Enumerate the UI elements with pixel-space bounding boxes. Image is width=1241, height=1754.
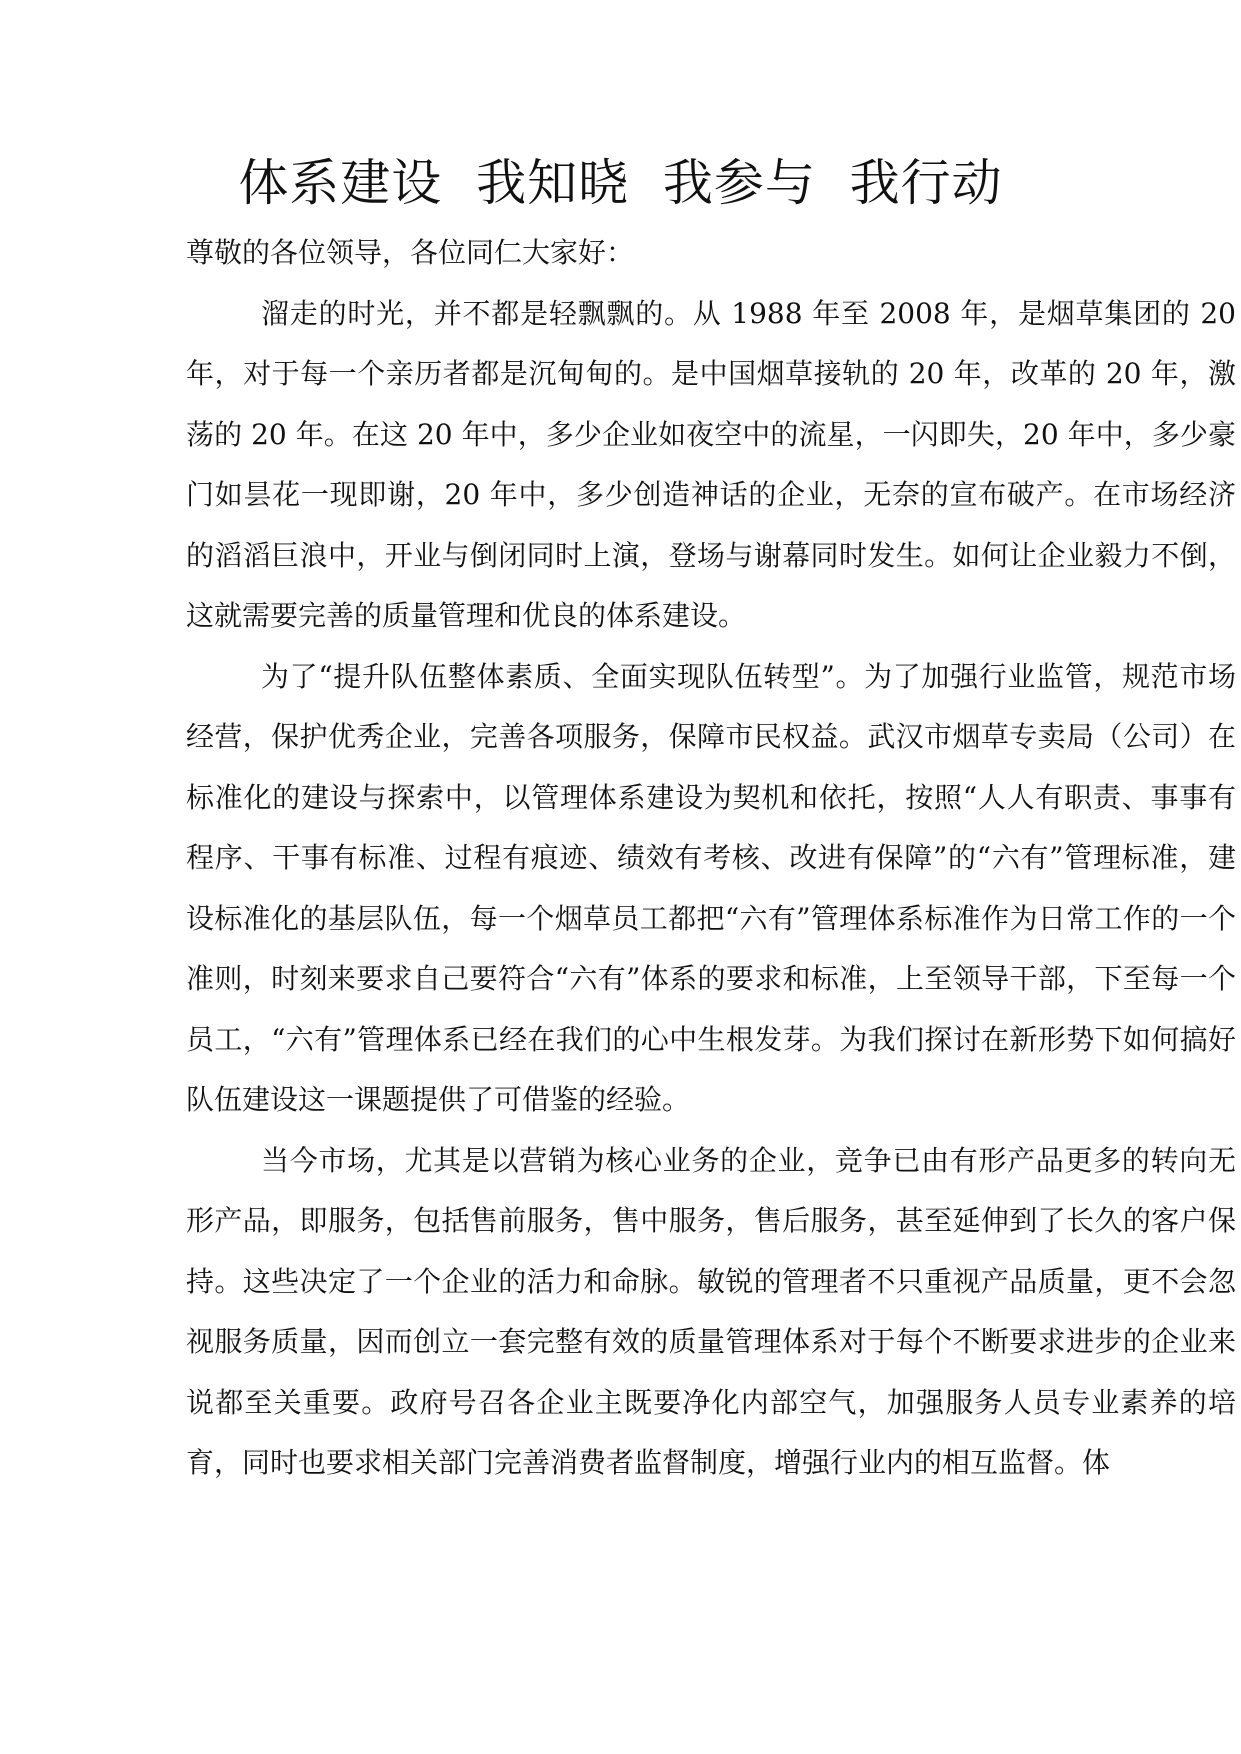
salutation: 尊敬的各位领导，各位同仁大家好： <box>186 236 635 269</box>
paragraph-3: 当今市场，尤其是以营销为核心业务的企业，竞争已由有形产品更多的转向无形产品，即服务，包括售前服务，售中服务，售后服务，甚至延伸到了长久的客户保持。这些决定了一个企业的活力和命脉。敏锐的管理者不只重视产品质量，更不会忽视服务质量，因而创立一套完整有效的质量管理体系对于每个不断要求进步的企业来说都至关重要。政府号召各企业主既要净化内部空气，加强服务人员专业素养的培育，同时也要求相关部门完善消费者监督制度，增强行业内的相互监督。体 <box>186 1143 1236 1479</box>
document-title: 体系建设 我知晓 我参与 我行动 <box>238 154 1003 212</box>
paragraph-1: 溜走的时光，并不都是轻飘飘的。从 1988 年至 2008 年，是烟草集团的 20 年，对于每一个亲历者都是沉甸甸的。是中国烟草接轨的 20 年，改革的 20 年，激荡的 20 年。在这 20 年中，多少企业如夜空中的流星，一闪即失，20 年中，多少豪门如昙花一现即谢，20 年中，多少创造神话的企业，无奈的宣布破产。在市场经济的滔滔巨浪中，开业与倒闭同时上演，登场与谢幕同时发生。如何让企业毅力不倒，这就需要完善的质量管理和优良的体系建设。 <box>186 296 1236 632</box>
paragraph-2: 为了“提升队伍整体素质、全面实现队伍转型”。为了加强行业监管，规范市场经营，保护优秀企业，完善各项服务，保障市民权益。武汉市烟草专卖局（公司）在标准化的建设与探索中，以管理体系建设为契机和依托，按照“人人有职责、事事有程序、干事有标准、过程有痕迹、绩效有考核、改进有保障”的“六有”管理标准，建设标准化的基层队伍，每一个烟草员工都把“六有”管理体系标准作为日常工作的一个准则，时刻来要求自己要符合“六有”体系的要求和标准，上至领导干部，下至每一个员工，“六有”管理体系已经在我们的心中生根发芽。为我们探讨在新形势下如何搞好队伍建设这一课题提供了可借鉴的经验。 <box>186 659 1236 1116</box>
document-body <box>186 223 1241 1494</box>
